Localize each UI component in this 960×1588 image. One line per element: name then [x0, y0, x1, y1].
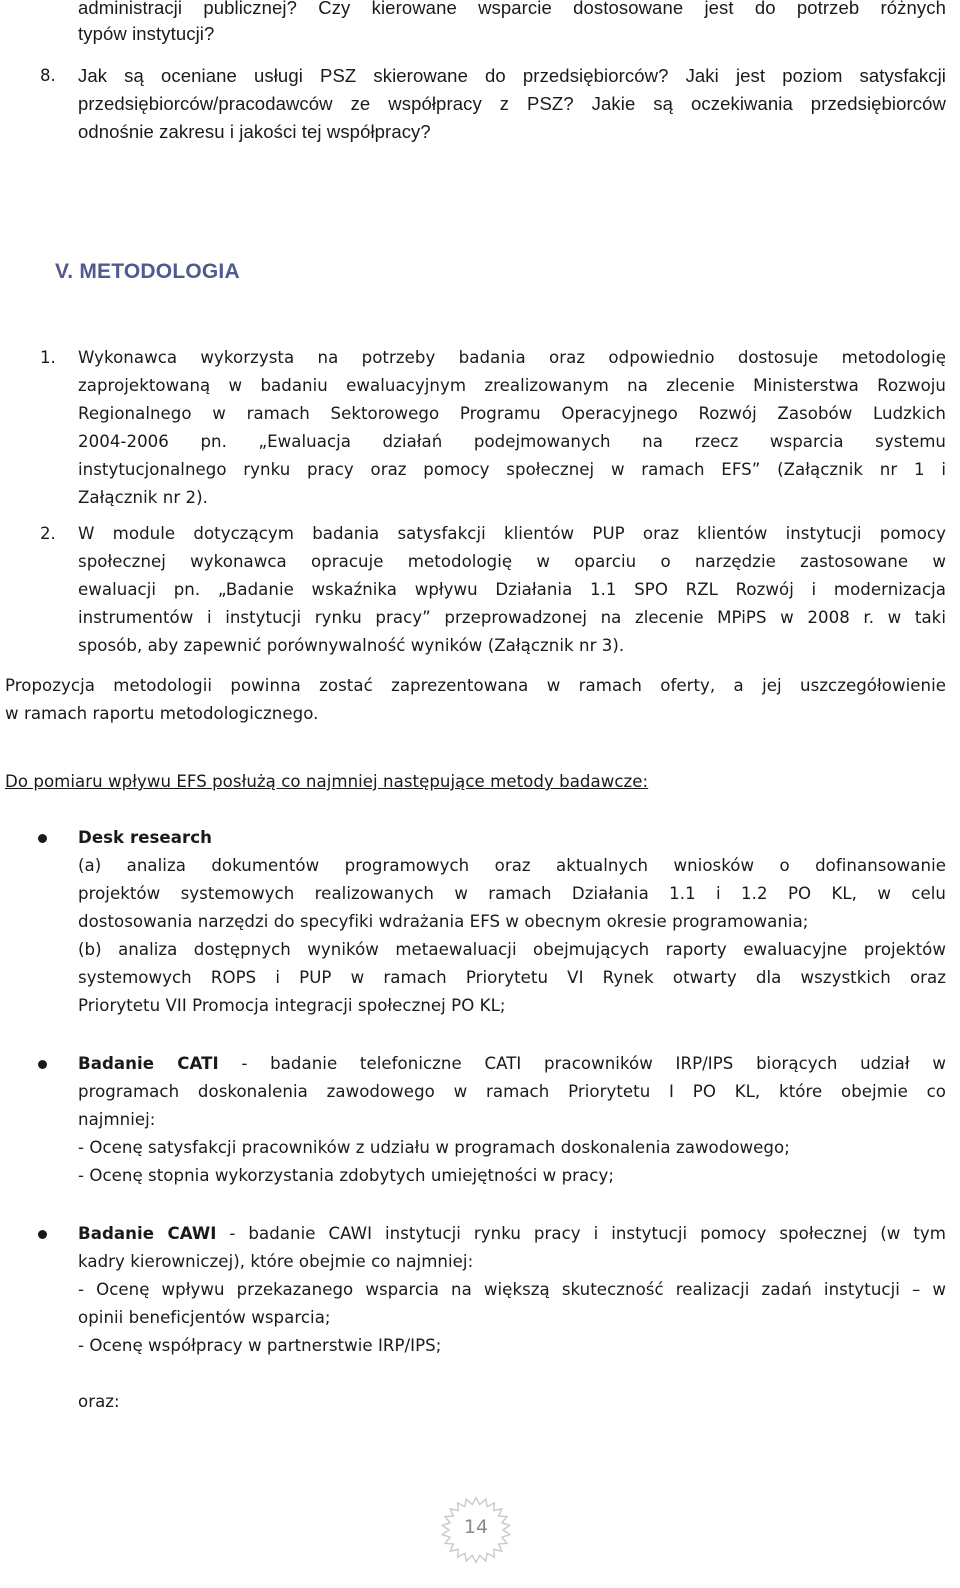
text-line: (b) analiza dostępnych wyników metaewaluacji obejmujących raporty ewaluacyjne projektów — [78, 940, 946, 959]
text-line: Regionalnego w ramach Sektorowego Programu Operacyjnego Rozwój Zasobów Ludzkich — [78, 404, 946, 423]
text-line: zaprojektowaną w badaniu ewaluacyjnym zrealizowanym na zlecenie Ministerstwa Rozwoju — [78, 376, 946, 395]
list-number: 1. — [40, 348, 56, 367]
text-line: - Ocenę współpracy w partnerstwie IRP/IPS; — [78, 1336, 442, 1355]
text-line: Jak są oceniane usługi PSZ skierowane do przedsiębiorców? Jaki jest poziom satysfakcji — [78, 65, 946, 86]
text-line: Priorytetu VII Promocja integracji społecznej PO KL; — [78, 996, 506, 1015]
cawi-title: Badanie CAWI — [78, 1224, 217, 1243]
text-line: oraz: — [78, 1392, 120, 1411]
text-line: społecznej wykonawca opracuje metodologię w oparciu o narzędzie zastosowane w — [78, 552, 946, 571]
page-number: 14 — [463, 1516, 489, 1538]
text-line: w ramach raportu metodologicznego. — [5, 704, 319, 723]
text-line: Załącznik nr 2). — [78, 488, 208, 507]
cawi-description: - badanie CAWI instytucji rynku pracy i instytucji pomocy społecznej (w tym — [216, 1224, 946, 1243]
text-line: instytucjonalnego rynku pracy oraz pomocy społecznej w ramach EFS” (Załącznik nr 1 i — [78, 460, 946, 479]
text-line: - Ocenę wpływu przekazanego wsparcia na większą skuteczność realizacji zadań instytucji – w — [78, 1280, 946, 1299]
bullet-title — [78, 824, 212, 852]
text-line: typów instytucji? — [78, 23, 215, 44]
text-line: ewaluacji pn. „Badanie wskaźnika wpływu Działania 1.1 SPO RZL Rozwój i modernizacja — [78, 580, 946, 599]
list-number: 8. — [40, 66, 56, 85]
text-line: (a) analiza dokumentów programowych oraz aktualnych wniosków o dofinansowanie — [78, 856, 946, 875]
list-number: 2. — [40, 524, 56, 543]
bullet-icon — [38, 834, 47, 843]
text-line: W module dotyczącym badania satysfakcji klientów PUP oraz klientów instytucji pomocy — [78, 524, 946, 543]
text-line: instrumentów i instytucji rynku pracy” przeprowadzonej na zlecenie MPiPS w 2008 r. w taki — [78, 608, 946, 627]
text-line: kadry kierowniczej), które obejmie co najmniej: — [78, 1252, 474, 1271]
text-line: dostosowania narzędzi do specyfiki wdrażania EFS w obecnym okresie programowania; — [78, 912, 809, 931]
text-line: najmniej: — [78, 1110, 156, 1129]
text-line: przedsiębiorców/pracodawców ze współpracy z PSZ? Jakie są oczekiwania przedsiębiorców — [78, 93, 946, 114]
text-line: Propozycja metodologii powinna zostać zaprezentowana w ramach oferty, a jej uszczegółowienie — [5, 676, 946, 695]
section-heading: V. METODOLOGIA — [55, 260, 240, 283]
cati-title: Badanie CATI — [78, 1054, 219, 1073]
desk-research-title: Desk research — [78, 828, 212, 847]
text-line: programach doskonalenia zawodowego w ramach Priorytetu I PO KL, które obejmie co — [78, 1082, 946, 1101]
bullet-first-line — [78, 1220, 946, 1248]
text-line: sposób, aby zapewnić porównywalność wyników (Załącznik nr 3). — [78, 636, 625, 655]
bullet-icon — [38, 1230, 47, 1239]
text-line: 2004-2006 pn. „Ewaluacja działań podejmowanych na rzecz wsparcia systemu — [78, 432, 946, 451]
text-line: opinii beneficjentów wsparcia; — [78, 1308, 331, 1327]
text-line: odnośnie zakresu i jakości tej współpracy? — [78, 121, 431, 142]
text-line: Wykonawca wykorzysta na potrzeby badania oraz odpowiednio dostosuje metodologię — [78, 348, 946, 367]
bullet-icon — [38, 1060, 47, 1069]
text-line: systemowych ROPS i PUP w ramach Priorytetu VI Rynek otwarty dla wszystkich oraz — [78, 968, 946, 987]
methods-heading: Do pomiaru wpływu EFS posłużą co najmniej następujące metody badawcze: — [5, 772, 649, 791]
bullet-first-line — [78, 1050, 946, 1078]
text-line: projektów systemowych realizowanych w ramach Działania 1.1 i 1.2 PO KL, w celu — [78, 884, 946, 903]
text-line: administracji publicznej? Czy kierowane wsparcie dostosowane jest do potrzeb różnych — [78, 0, 946, 18]
text-line: - Ocenę satysfakcji pracowników z udziału w programach doskonalenia zawodowego; — [78, 1138, 790, 1157]
text-line: - Ocenę stopnia wykorzystania zdobytych umiejętności w pracy; — [78, 1166, 614, 1185]
cati-description: - badanie telefoniczne CATI pracowników IRP/IPS biorących udział w — [218, 1054, 946, 1073]
